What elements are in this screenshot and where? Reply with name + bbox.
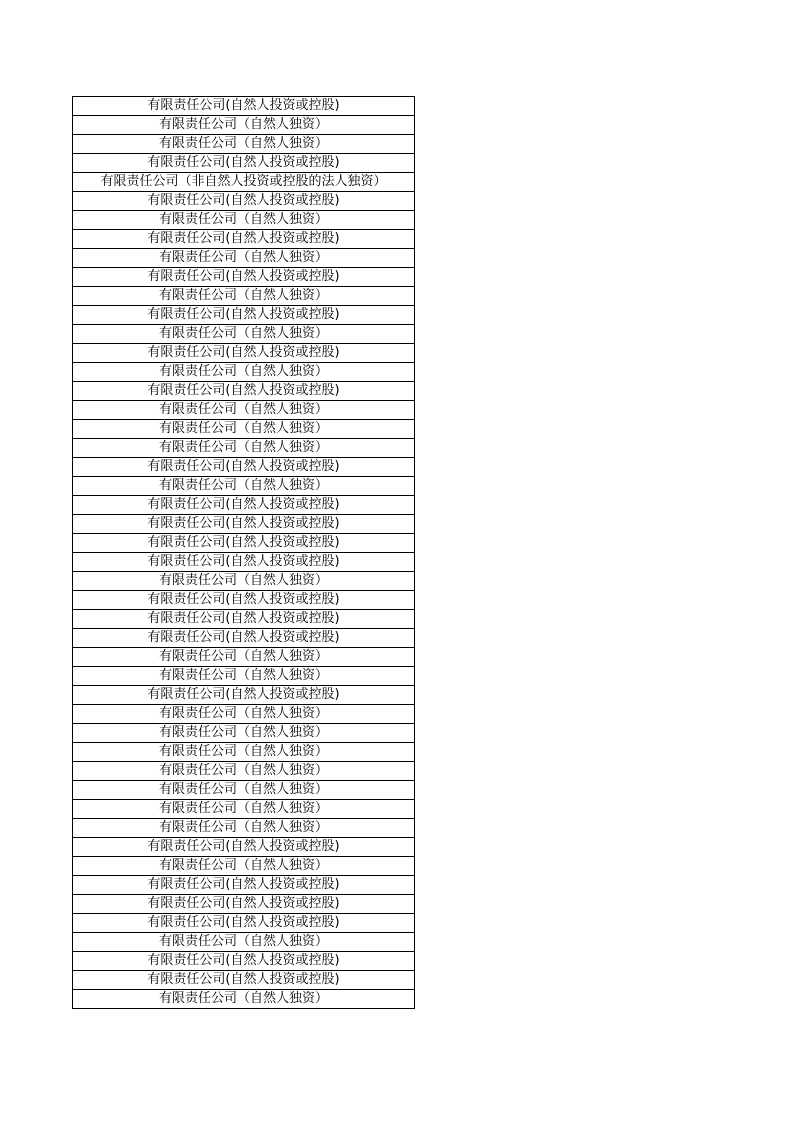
- table-cell[interactable]: 有限责任公司（非自然人投资或控股的法人独资）: [73, 173, 415, 192]
- table-row: [73, 667, 415, 686]
- table-cell[interactable]: 有限责任公司（自然人独资）: [73, 857, 415, 876]
- table-row: [73, 477, 415, 496]
- table-row: [73, 401, 415, 420]
- table-row: [73, 173, 415, 192]
- table-row: [73, 914, 415, 933]
- table-row: [73, 230, 415, 249]
- table-cell[interactable]: 有限责任公司(自然人投资或控股): [73, 553, 415, 572]
- table-cell[interactable]: 有限责任公司（自然人独资）: [73, 648, 415, 667]
- table-cell[interactable]: 有限责任公司(自然人投资或控股): [73, 515, 415, 534]
- table-cell[interactable]: 有限责任公司(自然人投资或控股): [73, 534, 415, 553]
- table-row: [73, 496, 415, 515]
- table-row: [73, 686, 415, 705]
- table-cell[interactable]: 有限责任公司(自然人投资或控股): [73, 496, 415, 515]
- table-cell[interactable]: 有限责任公司(自然人投资或控股): [73, 952, 415, 971]
- table-cell[interactable]: 有限责任公司（自然人独资）: [73, 781, 415, 800]
- table-row: [73, 762, 415, 781]
- table-row: [73, 591, 415, 610]
- table-cell[interactable]: 有限责任公司（自然人独资）: [73, 135, 415, 154]
- table-cell[interactable]: 有限责任公司（自然人独资）: [73, 990, 415, 1009]
- table-cell[interactable]: 有限责任公司(自然人投资或控股): [73, 268, 415, 287]
- table-row: [73, 515, 415, 534]
- table-row: [73, 876, 415, 895]
- table-cell[interactable]: 有限责任公司（自然人独资）: [73, 116, 415, 135]
- table-row: [73, 743, 415, 762]
- table-row: [73, 971, 415, 990]
- table-row: [73, 952, 415, 971]
- table-row: [73, 211, 415, 230]
- table-cell[interactable]: 有限责任公司(自然人投资或控股): [73, 591, 415, 610]
- table-cell[interactable]: 有限责任公司(自然人投资或控股): [73, 230, 415, 249]
- table-row: [73, 648, 415, 667]
- table-row: [73, 325, 415, 344]
- table-cell[interactable]: 有限责任公司（自然人独资）: [73, 572, 415, 591]
- table-cell[interactable]: 有限责任公司(自然人投资或控股): [73, 629, 415, 648]
- table-body: [73, 97, 415, 1009]
- table-row: [73, 534, 415, 553]
- table-cell[interactable]: 有限责任公司（自然人独资）: [73, 743, 415, 762]
- table-cell[interactable]: 有限责任公司(自然人投资或控股): [73, 97, 415, 116]
- table-row: [73, 933, 415, 952]
- table-cell[interactable]: 有限责任公司（自然人独资）: [73, 211, 415, 230]
- table-cell[interactable]: 有限责任公司（自然人独资）: [73, 287, 415, 306]
- table-row: [73, 819, 415, 838]
- table-row: [73, 439, 415, 458]
- table-cell[interactable]: 有限责任公司（自然人独资）: [73, 667, 415, 686]
- table-cell[interactable]: 有限责任公司（自然人独资）: [73, 933, 415, 952]
- table-row: [73, 838, 415, 857]
- table-row: [73, 287, 415, 306]
- table-row: [73, 895, 415, 914]
- table-cell[interactable]: 有限责任公司（自然人独资）: [73, 401, 415, 420]
- table-row: [73, 97, 415, 116]
- table-row: [73, 857, 415, 876]
- table-cell[interactable]: 有限责任公司(自然人投资或控股): [73, 610, 415, 629]
- table-cell[interactable]: 有限责任公司（自然人独资）: [73, 439, 415, 458]
- table-row: [73, 382, 415, 401]
- table-row: [73, 306, 415, 325]
- company-type-table: [72, 96, 415, 1009]
- table-row: [73, 344, 415, 363]
- table-cell[interactable]: 有限责任公司（自然人独资）: [73, 325, 415, 344]
- table-cell[interactable]: 有限责任公司（自然人独资）: [73, 762, 415, 781]
- table-row: [73, 363, 415, 382]
- table-cell[interactable]: 有限责任公司(自然人投资或控股): [73, 192, 415, 211]
- table-row: [73, 116, 415, 135]
- table-cell[interactable]: 有限责任公司(自然人投资或控股): [73, 344, 415, 363]
- table-row: [73, 154, 415, 173]
- table-cell[interactable]: 有限责任公司(自然人投资或控股): [73, 876, 415, 895]
- table-cell[interactable]: 有限责任公司（自然人独资）: [73, 363, 415, 382]
- table-row: [73, 192, 415, 211]
- table-cell[interactable]: 有限责任公司(自然人投资或控股): [73, 686, 415, 705]
- table-row: [73, 705, 415, 724]
- table-cell[interactable]: 有限责任公司（自然人独资）: [73, 420, 415, 439]
- table-row: [73, 135, 415, 154]
- table-cell[interactable]: 有限责任公司（自然人独资）: [73, 724, 415, 743]
- table-cell[interactable]: 有限责任公司（自然人独资）: [73, 249, 415, 268]
- table-row: [73, 781, 415, 800]
- table-row: [73, 724, 415, 743]
- table-cell[interactable]: 有限责任公司(自然人投资或控股): [73, 382, 415, 401]
- table-cell[interactable]: 有限责任公司(自然人投资或控股): [73, 838, 415, 857]
- table-row: [73, 249, 415, 268]
- table-row: [73, 610, 415, 629]
- table-row: [73, 268, 415, 287]
- table-row: [73, 572, 415, 591]
- table-row: [73, 553, 415, 572]
- table-row: [73, 800, 415, 819]
- table-cell[interactable]: 有限责任公司(自然人投资或控股): [73, 895, 415, 914]
- table-cell[interactable]: 有限责任公司(自然人投资或控股): [73, 458, 415, 477]
- table-cell[interactable]: 有限责任公司（自然人独资）: [73, 819, 415, 838]
- table-row: [73, 420, 415, 439]
- table-row: [73, 629, 415, 648]
- table-cell[interactable]: 有限责任公司(自然人投资或控股): [73, 971, 415, 990]
- table-cell[interactable]: 有限责任公司(自然人投资或控股): [73, 154, 415, 173]
- table-row: [73, 458, 415, 477]
- table-cell[interactable]: 有限责任公司（自然人独资）: [73, 705, 415, 724]
- table-cell[interactable]: 有限责任公司（自然人独资）: [73, 800, 415, 819]
- table-cell[interactable]: 有限责任公司(自然人投资或控股): [73, 306, 415, 325]
- table-row: [73, 990, 415, 1009]
- table-cell[interactable]: 有限责任公司(自然人投资或控股): [73, 914, 415, 933]
- table-cell[interactable]: 有限责任公司（自然人独资）: [73, 477, 415, 496]
